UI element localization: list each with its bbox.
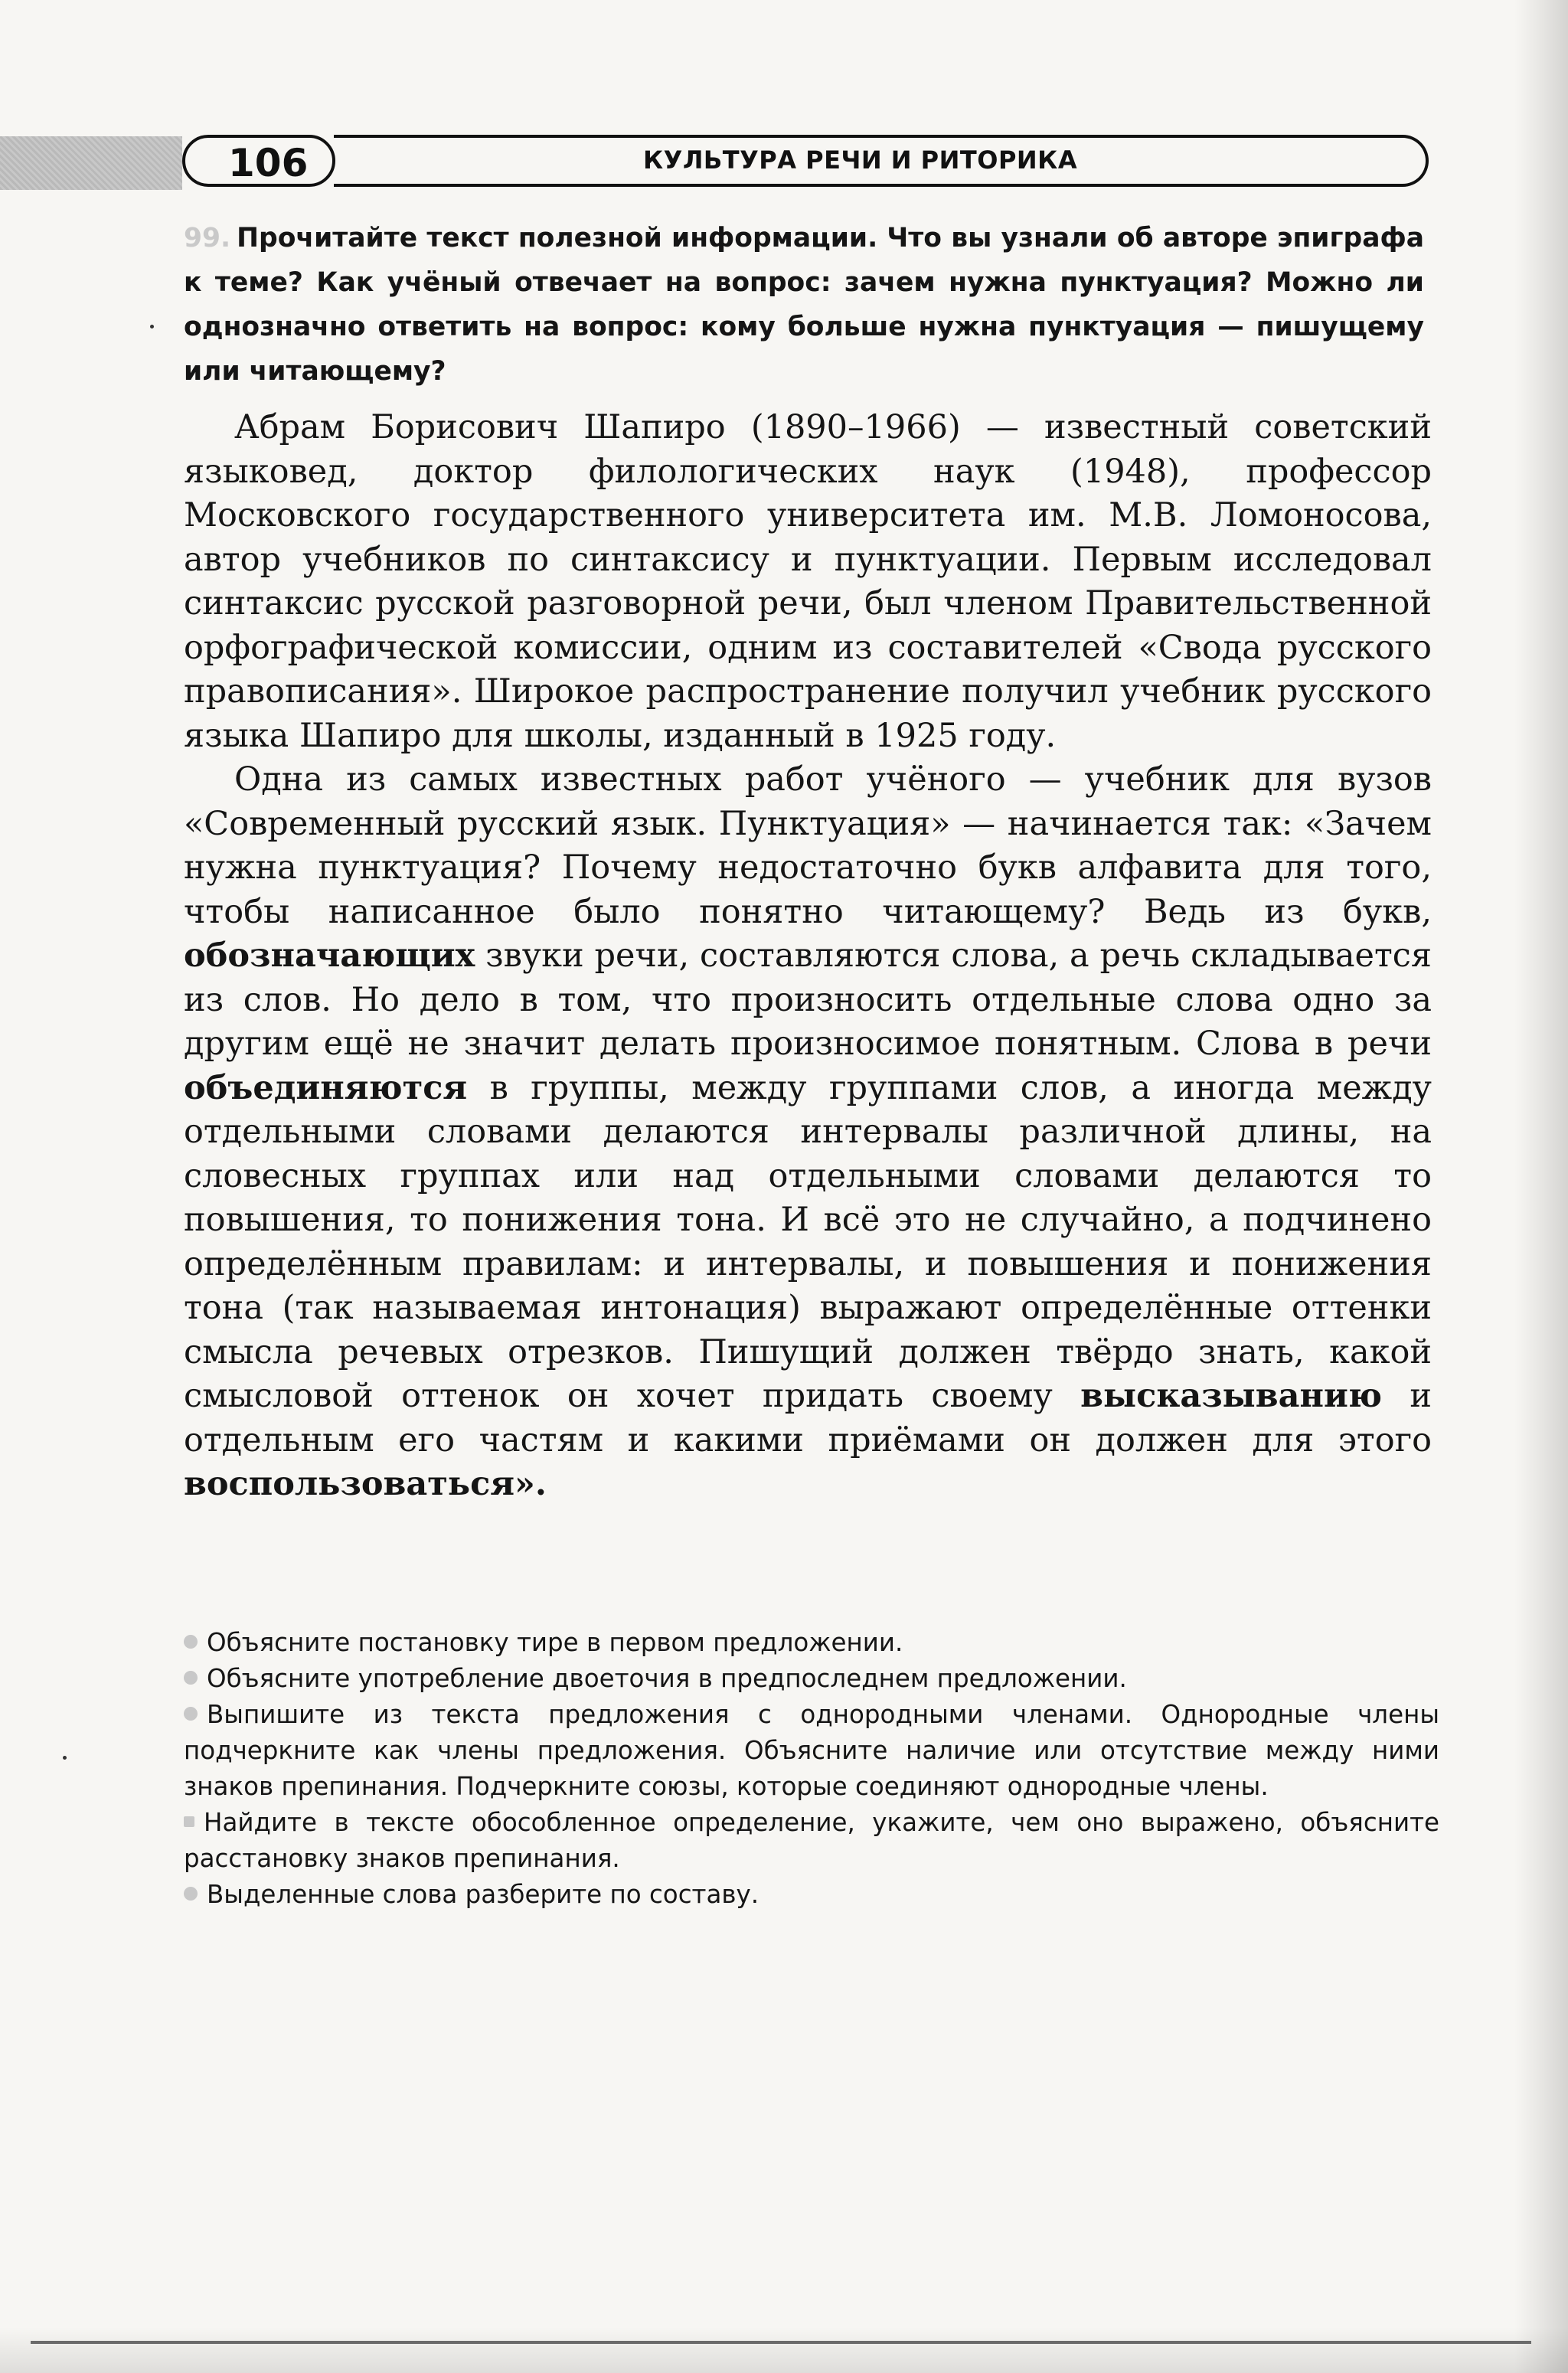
task-text: Прочитайте текст полезной информации. Что вы узнали об авторе эпиграфа к теме? Как учёный отвечает на вопрос: зачем нужна пунктуация? Можно ли однозначно ответить на вопрос: кому больше нужна пунктуация — пишущему или читающему? [184, 223, 1424, 387]
section-title: КУЛЬТУРА РЕЧИ И РИТОРИКА [643, 145, 1078, 175]
question-text: Выделенные слова разберите по составу. [207, 1880, 760, 1909]
highlighted-word: обозначающих [184, 936, 475, 975]
page-edge-shadow [1514, 0, 1568, 2373]
paragraph-quote [184, 758, 1432, 1507]
bullet-icon [184, 1635, 198, 1649]
task-heading [184, 216, 1424, 394]
paragraph-biography: Абрам Борисович Шапиро (1890–1966) — известный советский языковед, доктор филологических наук (1948), профессор Московского государственного университета им. М.В. Ломоносова, автор учебников по синтаксису и пунктуации. Первым исследовал синтаксис русской разговорной речи, был членом Правительственной орфографической комиссии, одним из составителей «Свода русского правописания». Широкое распространение получил учебник русского языка Шапиро для школы, изданный в 1925 году. [184, 408, 1432, 755]
article-body [184, 406, 1432, 1507]
bullet-icon [184, 1887, 198, 1901]
question-list [184, 1625, 1439, 1913]
highlighted-word: высказыванию [1080, 1377, 1382, 1415]
bullet-icon [184, 1816, 194, 1827]
quote-text: звуки речи, составляются слова, а речь складывается из слов. Но дело в том, что произносить отдельные слова одно за другим ещё не значит делать произносимое понятным. Слова в речи [184, 936, 1432, 1063]
question-text: Объясните употребление двоеточия в предпоследнем предложении. [207, 1664, 1127, 1693]
question-item [184, 1805, 1439, 1877]
page-number-badge [182, 135, 335, 187]
scan-speck [63, 1756, 67, 1760]
bullet-icon [184, 1671, 198, 1685]
page-number: 106 [228, 141, 309, 185]
header-tab [0, 136, 182, 190]
scan-speck [150, 325, 154, 328]
question-item [184, 1661, 1439, 1697]
quote-text: ». [514, 1465, 547, 1503]
task-number: 99. [184, 223, 231, 253]
question-text: Объясните постановку тире в первом предложении. [207, 1628, 903, 1657]
page-bottom-edge [31, 2341, 1531, 2344]
highlighted-word: объединяются [184, 1068, 468, 1107]
page-header [0, 132, 1432, 194]
page-bottom-shadow [0, 2327, 1568, 2373]
question-item [184, 1625, 1439, 1661]
question-text: Найдите в тексте обособленное определение, укажите, чем оно выражено, объясните расстановку знаков препинания. [184, 1808, 1439, 1873]
quote-text: и отдельным его частям и какими приёмами он должен для этого [184, 1377, 1432, 1459]
bullet-icon [184, 1707, 198, 1721]
question-text: Выпишите из текста предложения с однородными членами. Однородные члены подчеркните как члены предложения. Объясните наличие или отсутствие между ними знаков препинания. Подчеркните союзы, которые соединяют однородные члены. [184, 1700, 1439, 1801]
highlighted-word: воспользоваться [184, 1465, 515, 1503]
quote-text: Одна из самых известных работ учёного — учебник для вузов «Современный русский язык. Пунктуация» — начинается так: «Зачем нужна пунктуация? Почему недостаточно букв алфавита для того, чтобы написанное было понятно читающему? Ведь из букв, [184, 760, 1432, 931]
question-item [184, 1877, 1439, 1913]
quote-text: в группы, между группами слов, а иногда между отдельными словами делаются интервалы различной длины, на словесных группах или над отдельными словами делаются то повышения, то понижения тона. И всё это не случайно, а подчинено определённым правилам: и интервалы, и повышения и понижения тона (так называемая интонация) выражают определённые оттенки смысла речевых отрезков. Пишущий должен твёрдо знать, какой смысловой оттенок он хочет придать своему [184, 1068, 1432, 1415]
question-item [184, 1697, 1439, 1805]
